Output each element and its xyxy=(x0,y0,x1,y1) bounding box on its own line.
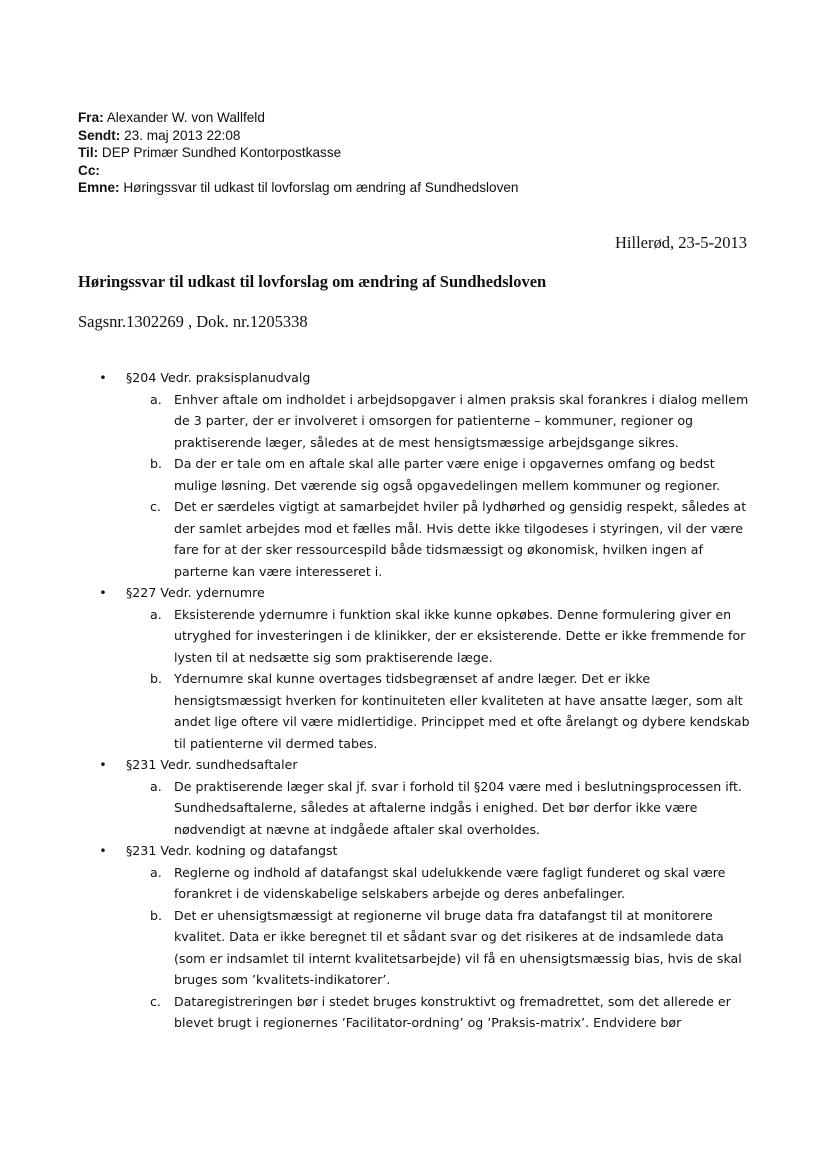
item-text: Reglerne og indhold af datafangst skal udelukkende være fagligt funderet og skal være forankret i de videnskabelige selskabers arbejde og deres anbefalinger. xyxy=(174,864,726,901)
bullet-icon: • xyxy=(99,585,107,600)
item-letter: a. xyxy=(150,778,162,794)
item-text: Ydernumre skal kunne overtages tidsbegrænset af andre læger. Det er ikke hensigtsmæssigt hverken for kontinuiteten eller kvaliteten at have ansatte læger, som alt andet lige oftere vil være midlertidige. Princippet med et ofte årelangt og dybere kendskab til patienterne vil dermed tabes. xyxy=(174,671,750,751)
item-text: Eksisterende ydernumre i funktion skal ikke kunne opkøbes. Denne formulering giver en utryghed for investeringen i de klinikker, der er eksisterende. Dette er ikke fremmende for lysten til at nedsætte sig som praktiserende læge. xyxy=(174,606,746,665)
section-heading-text: §227 Vedr. ydernumre xyxy=(126,585,265,600)
letter-place-date: Hillerød, 23-5-2013 xyxy=(615,233,747,252)
section-204-practice-planning xyxy=(98,367,758,582)
bullet-icon: • xyxy=(99,843,107,858)
item-letter: a. xyxy=(150,391,162,407)
email-subject-label: Emne: xyxy=(78,180,120,195)
email-subject-value: Høringssvar til udkast til lovforslag om ændring af Sundhedsloven xyxy=(123,180,519,195)
section-heading-text: §204 Vedr. praksisplanudvalg xyxy=(126,370,311,385)
email-sent-line xyxy=(78,127,519,145)
bullet-icon: • xyxy=(99,370,107,385)
item-text: Dataregistreringen bør i stedet bruges konstruktivt og fremadrettet, som det allerede er blevet brugt i regionernes ’Facilitator-ordning’ og ’Praksis-matrix’. Endvidere bør xyxy=(174,993,731,1030)
email-from-value: Alexander W. von Wallfeld xyxy=(106,110,265,125)
list-item xyxy=(98,604,758,669)
section-heading xyxy=(98,840,758,862)
email-to-label: Til: xyxy=(78,145,99,160)
list-item xyxy=(98,496,758,582)
item-letter: b. xyxy=(150,671,162,686)
section-heading xyxy=(98,367,758,389)
list-item xyxy=(98,905,758,991)
section-heading xyxy=(98,754,758,776)
item-text: Da der er tale om en aftale skal alle parter være enige i opgavernes omfang og bedst mulige løsning. Det værende sig også opgavedelingen mellem kommuner og regioner. xyxy=(174,456,721,493)
item-letter: a. xyxy=(150,864,162,880)
item-text: De praktiserende læger skal jf. svar i forhold til §204 være med i beslutningsprocessen ift. Sundhedsaftalerne, således at aftalerne indgås i enighed. Det bør derfor ikke være nødvendigt at nævne at indgåede aftaler skal overholdes. xyxy=(174,778,742,837)
item-letter: b. xyxy=(150,456,162,471)
item-letter: a. xyxy=(150,606,162,622)
section-heading-text: §231 Vedr. kodning og datafangst xyxy=(126,843,338,858)
bullet-icon: • xyxy=(99,757,107,772)
email-to-line xyxy=(78,144,519,162)
email-header xyxy=(78,109,519,197)
item-text: Det er uhensigtsmæssigt at regionerne vil bruge data fra datafangst til at monitorere kvalitet. Data er ikke beregnet til et sådant svar og det risikeres at de indsamlede data (som er indsamlet til internt kvalitetsarbejde) vil få en uhensigtsmæssig bias, hvis de skal bruges som ’kvalitets-indikatorer’. xyxy=(174,907,742,987)
item-letter: b. xyxy=(150,907,162,923)
list-item xyxy=(98,389,758,454)
list-item xyxy=(98,668,758,754)
item-letter: c. xyxy=(150,993,161,1009)
case-reference: Sagsnr.1302269 , Dok. nr.1205338 xyxy=(78,312,308,331)
list-item xyxy=(98,776,758,841)
section-heading-text: §231 Vedr. sundhedsaftaler xyxy=(126,757,298,772)
list-item xyxy=(98,991,758,1034)
item-text: Enhver aftale om indholdet i arbejdsopgaver i almen praksis skal forankres i dialog mellem de 3 parter, der er involveret i omsorgen for patienterne – kommuner, regioner og praktiserende læger, således at de mest hensigtsmæssige arbejdsgange sikres. xyxy=(174,391,749,450)
consultation-sections xyxy=(98,367,758,1034)
section-231-coding-data-capture xyxy=(98,840,758,1034)
item-letter: c. xyxy=(150,499,161,514)
list-item xyxy=(98,453,758,496)
email-subject-line xyxy=(78,179,519,197)
section-231-health-agreements xyxy=(98,754,758,840)
email-from-line xyxy=(78,109,519,127)
letter-title: Høringssvar til udkast til lovforslag om ændring af Sundhedsloven xyxy=(78,272,547,291)
email-sent-label: Sendt: xyxy=(78,127,121,143)
section-227-provider-numbers xyxy=(98,582,758,754)
section-heading xyxy=(98,582,758,604)
list-item xyxy=(98,862,758,905)
item-text: Det er særdeles vigtigt at samarbejdet hviler på lydhørhed og gensidig respekt, således at der samlet arbejdes mod et fælles mål. Hvis dette ikke tilgodeses i styringen, vil der være fare for at der sker ressourcespild både tidsmæssigt og økonomisk, hvilken ingen af parterne kan være interesseret i. xyxy=(174,499,747,579)
email-sent-value: 23. maj 2013 22:08 xyxy=(124,127,241,143)
email-cc-line xyxy=(78,162,519,180)
email-from-label: Fra: xyxy=(78,110,104,125)
email-to-value: DEP Primær Sundhed Kontorpostkasse xyxy=(101,145,342,160)
email-cc-label: Cc: xyxy=(78,162,100,178)
